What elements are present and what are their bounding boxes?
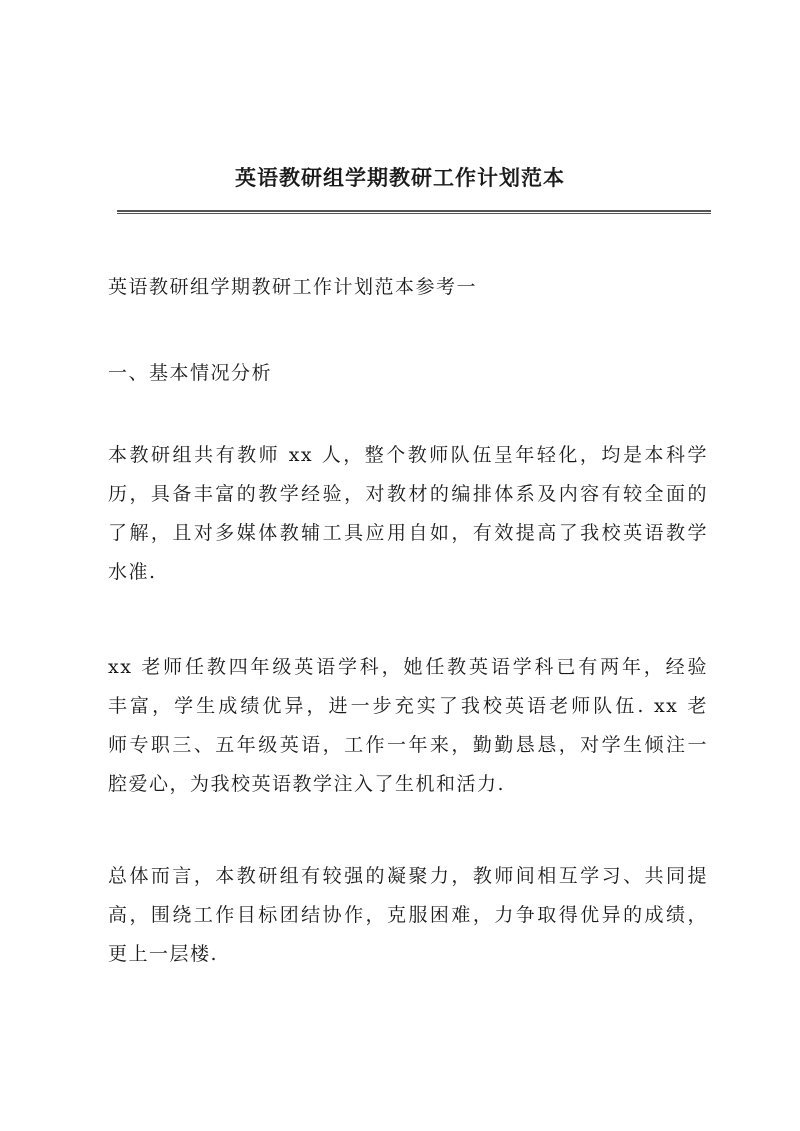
paragraph-3 [108, 857, 708, 974]
paragraph-line: 丰富，学生成绩优异，进一步充实了我校英语老师队伍. xx 老 [108, 695, 708, 717]
title-divider [117, 210, 711, 214]
subtitle-text: 英语教研组学期教研工作计划范本参考一 [108, 276, 478, 298]
paragraph-line: 水准. [108, 561, 157, 583]
paragraph-1 [108, 436, 708, 592]
document-title: 英语教研组学期教研工作计划范本 [235, 165, 565, 190]
section-heading-text: 一、基本情况分析 [108, 362, 273, 384]
paragraph-2 [108, 648, 708, 804]
paragraph-line: 总体而言，本教研组有较强的凝聚力，教师间相互学习、共同提 [108, 865, 708, 887]
paragraph-line: 腔爱心，为我校英语教学注入了生机和活力. [108, 773, 506, 795]
paragraph-line: xx 老师任教四年级英语学科，她任教英语学科已有两年，经验 [108, 656, 708, 678]
paragraph-line: 更上一层楼. [108, 943, 219, 965]
paragraph-line: 本教研组共有教师 xx 人，整个教师队伍呈年轻化，均是本科学 [108, 444, 708, 466]
paragraph-line: 历，具备丰富的教学经验，对教材的编排体系及内容有较全面的 [108, 483, 708, 505]
paragraph-line: 高，围绕工作目标团结协作，克服困难，力争取得优异的成绩， [108, 904, 708, 926]
section-heading [108, 354, 708, 393]
paragraph-line: 了解，且对多媒体教辅工具应用自如，有效提高了我校英语教学 [108, 522, 708, 544]
document-subtitle [108, 268, 708, 307]
paragraph-line: 师专职三、五年级英语，工作一年来，勤勤恳恳，对学生倾注一 [108, 734, 708, 756]
